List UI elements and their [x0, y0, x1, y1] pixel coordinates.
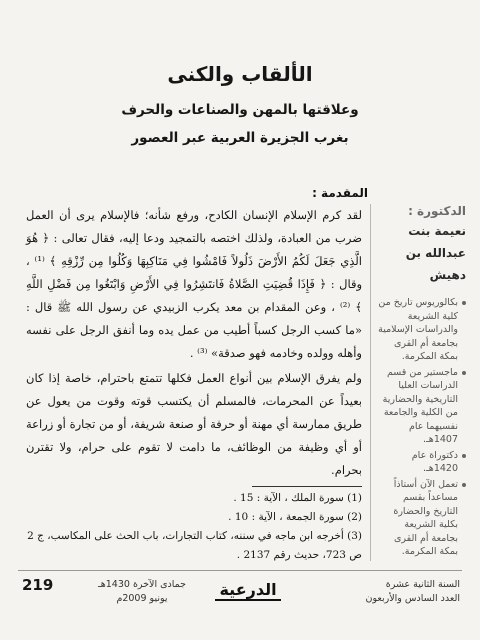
issue-date-hijri: جمادى الآخرة 1430هـ	[97, 579, 187, 590]
author-role: الدكتورة :	[408, 204, 466, 218]
author-name-line2: عبدالله بن	[405, 246, 466, 260]
article-title: الألقاب والكنى	[167, 62, 313, 86]
issue-date-gregorian: يونيو 2009م	[116, 593, 168, 604]
footer-divider	[18, 570, 462, 571]
issue-info	[310, 578, 460, 606]
footnote-3: (3) أخرجه ابن ماجه في سننه، كتاب التجارات، باب الحث على المكاسب، ج 2 ص 723، حديث رقم 2137 .	[27, 530, 362, 561]
article-subtitle-line1: وعلاقتها بالمهن والصناعات والحرف	[121, 102, 359, 118]
issue-number: العدد السادس والأربعون	[365, 593, 460, 604]
footnote-1: (1) سورة الملك ، الآية : 15 .	[233, 492, 362, 504]
bio-item: تعمل الآن أستاذاً مساعداً بقسم التاريخ والحضارة بكلية الشريعة بجامعة أم القرى بمكة المكرمة.	[377, 478, 466, 559]
author-name-line3: دهيش	[429, 268, 466, 282]
issue-date	[82, 578, 202, 606]
paragraph-1: لقد كرم الإسلام الإنسان الكادح، ورفع شأنه؛ فالإسلام يرى أن العمل ضرب من العبادة، ولذلك اختصه بالتمجيد ودعا إليه، فقال تعالى : ﴿ هُوَ الَّذِي جَعَلَ لَكُمُ الأَرْضَ ذَلُولاً فَامْشُوا فِي مَنَاكِبِهَا وَكُلُوا مِن رِّزْقِهِ ﴾ ⁽¹⁾ ، وقال : ﴿ فَإِذَا قُضِيَتِ الصَّلاةُ فَانتَشِرُوا فِي الأَرْضِ وَابْتَغُوا مِن فَضْلِ اللَّهِ ﴾ ⁽²⁾ ، وعن المقدام بن معد يكرب الزبيدي عن رسول الله ﷺ قال : «ما كسب الرجل كسباً أطيب من عمل يده وما أنفق الرجل على نفسه وأهله وولده وخادمه فهو صدقة» ⁽³⁾ .	[26, 208, 362, 360]
section-heading: المقدمة :	[312, 186, 368, 200]
article-subtitle-line2: بغرب الجزيرة العربية عبر العصور	[131, 130, 349, 146]
author-name-line1: نعيمة بنت	[408, 224, 466, 238]
footnotes	[26, 489, 362, 565]
logo-text: الدرعية	[215, 580, 280, 601]
footnote-2: (2) سورة الجمعة ، الآية : 10 .	[228, 511, 362, 523]
article-body	[26, 182, 368, 482]
paragraph-2: ولم يفرق الإسلام بين أنواع العمل فكلها تتمتع باحترام، خاصة إذا كان بعيداً عن المحرمات، فالمسلم أن يكتسب قوته وقوت من يعول عن طريق ممارسة أي مهنة أو حرفة أو صنعة شريفة، أو من تجارة أو زراعة أو أي وظيفة من الوظائف، ما دامت لا تقوم على حرام، ولا تقترن بحرام.	[26, 371, 362, 477]
issue-year: السنة الثانية عشرة	[385, 579, 460, 590]
footnote-divider	[252, 486, 362, 487]
journal-logo	[212, 576, 284, 604]
page-number: 219	[22, 576, 54, 594]
bio-item: ماجستير من قسم الدراسات العليا التاريخية والحضارية من الكلية والجامعة نفسيهما عام 1407هـ.	[377, 366, 466, 447]
author-bio	[377, 296, 466, 559]
bio-item: بكالوريوس تاريخ من كلية الشريعة والدراسات الإسلامية بجامعة أم القرى بمكة المكرمة.	[377, 296, 466, 364]
author-sidebar	[370, 204, 466, 561]
author-name	[377, 220, 466, 286]
bio-item: دكتوراة عام 1420هـ.	[377, 449, 466, 476]
